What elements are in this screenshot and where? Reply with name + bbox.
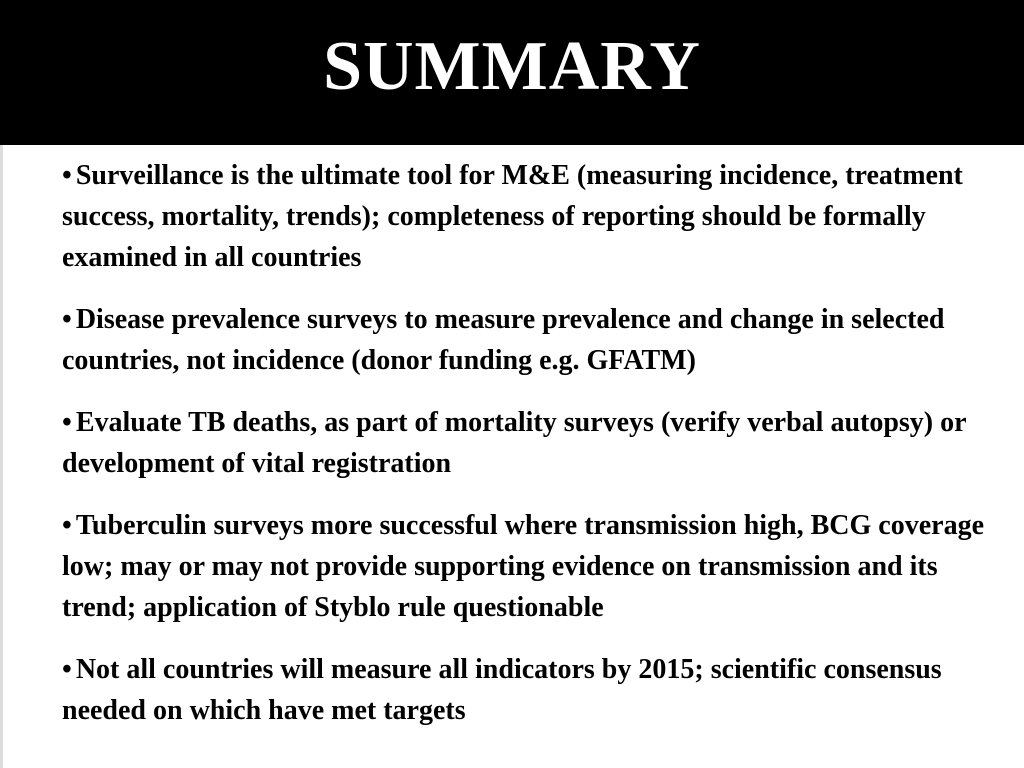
bullet-list (62, 155, 1014, 752)
bullet-mark: • (62, 510, 72, 541)
bullet-mark: • (62, 160, 72, 191)
bullet-item (62, 299, 1014, 381)
bullet-item (62, 649, 1014, 731)
bullet-mark: • (62, 304, 72, 335)
bullet-item (62, 402, 1014, 484)
bullet-text: Not all countries will measure all indicators by 2015; scientific consensus needed on which have met targets (62, 654, 942, 726)
bullet-text: Surveillance is the ultimate tool for M&E (measuring incidence, treatment success, mortality, trends); completeness of reporting should be formally examined in all countries (62, 160, 963, 273)
bullet-text: Disease prevalence surveys to measure prevalence and change in selected countries, not incidence (donor funding e.g. GFATM) (62, 304, 945, 376)
title-bar (0, 0, 1024, 145)
bullet-item (62, 155, 1014, 278)
bullet-text: Evaluate TB deaths, as part of mortality surveys (verify verbal autopsy) or development of vital registration (62, 407, 967, 479)
left-edge-rule (0, 145, 3, 768)
bullet-text: Tuberculin surveys more successful where transmission high, BCG coverage low; may or may not provide supporting evidence on transmission and its trend; application of Styblo rule questionable (62, 510, 985, 623)
slide-title: SUMMARY (323, 28, 701, 105)
bullet-mark: • (62, 654, 72, 685)
bullet-item (62, 505, 1014, 628)
bullet-mark: • (62, 407, 72, 438)
